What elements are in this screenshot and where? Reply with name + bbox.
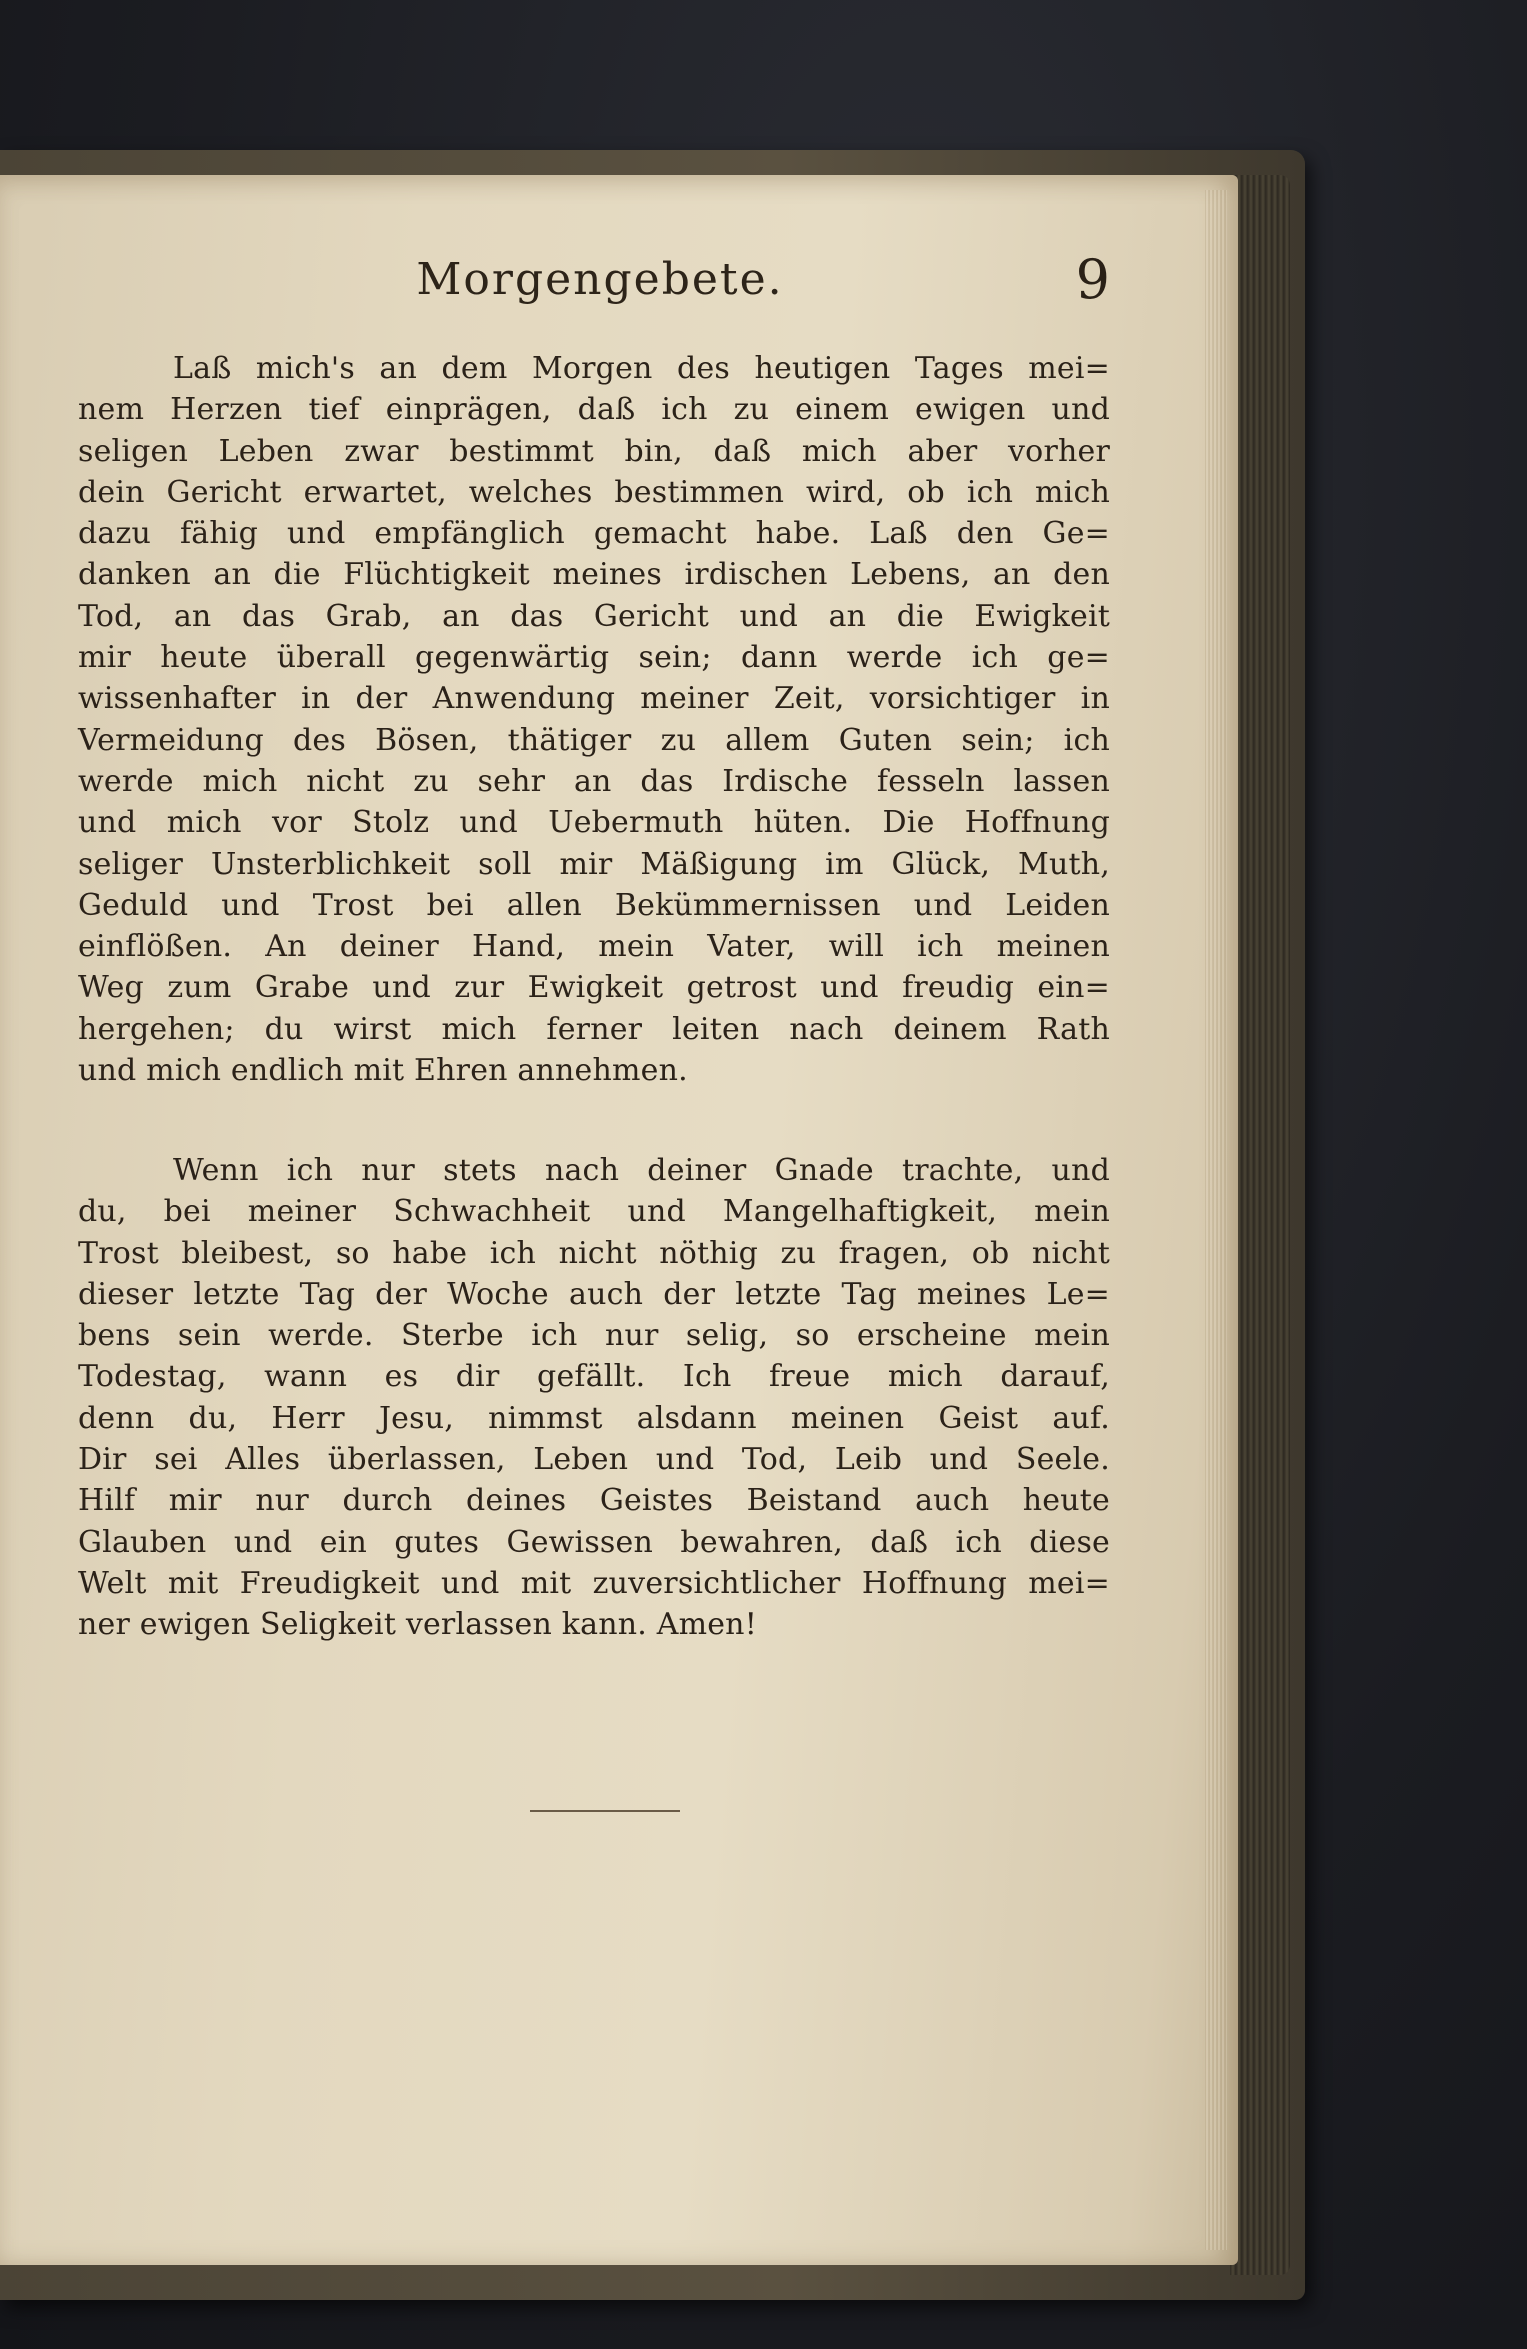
- text-line: seligen Leben zwar bestimmt bin, daß mich aber vorher: [78, 433, 1110, 469]
- paragraph-2: [78, 1150, 1110, 1646]
- text-line: Vermeidung des Bösen, thätiger zu allem Guten sein; ich: [78, 722, 1110, 758]
- running-head: Morgengebete.: [416, 254, 784, 305]
- text-line: mir heute überall gegenwärtig sein; dann werde ich ge=: [78, 640, 1110, 676]
- text-line: wissenhafter in der Anwendung meiner Zeit, vorsichtiger in: [78, 681, 1110, 717]
- page-header: [80, 248, 1120, 318]
- text-line: du, bei meiner Schwachheit und Mangelhaftigkeit, mein: [78, 1194, 1110, 1230]
- text-line: dazu fähig und empfänglich gemacht habe. Laß den Ge=: [78, 516, 1110, 552]
- text-line: werde mich nicht zu sehr an das Irdische fesseln lassen: [78, 763, 1110, 799]
- text-line: Laß mich's an dem Morgen des heutigen Tages mei=: [173, 351, 1110, 386]
- end-rule: [530, 1810, 680, 1812]
- text-line: denn du, Herr Jesu, nimmst alsdann meinen Geist auf.: [78, 1400, 1110, 1436]
- text-line: Welt mit Freudigkeit und mit zuversichtlicher Hoffnung mei=: [78, 1565, 1110, 1601]
- page-number: 9: [1075, 248, 1110, 311]
- paragraph-1: [78, 348, 1110, 1091]
- text-line: Geduld und Trost bei allen Bekümmernissen und Leiden: [78, 887, 1110, 923]
- page-edges: [1205, 190, 1227, 2250]
- text-line: nem Herzen tief einprägen, daß ich zu einem ewigen und: [78, 392, 1110, 428]
- text-line: seliger Unsterblichkeit soll mir Mäßigung im Glück, Muth,: [78, 846, 1110, 882]
- text-line: und mich vor Stolz und Uebermuth hüten. Die Hoffnung: [78, 805, 1110, 841]
- text-line: Weg zum Grabe und zur Ewigkeit getrost und freudig ein=: [78, 970, 1110, 1006]
- text-line: hergehen; du wirst mich ferner leiten nach deinem Rath: [78, 1011, 1110, 1047]
- text-line: bens sein werde. Sterbe ich nur selig, so erscheine mein: [78, 1318, 1110, 1354]
- text-line: danken an die Flüchtigkeit meines irdischen Lebens, an den: [78, 557, 1110, 593]
- book-spine-edge: [1230, 175, 1290, 2275]
- text-line: Dir sei Alles überlassen, Leben und Tod, Leib und Seele.: [78, 1442, 1110, 1478]
- text-line: einflößen. An deiner Hand, mein Vater, will ich meinen: [78, 929, 1110, 965]
- text-line: und mich endlich mit Ehren annehmen.: [78, 1053, 688, 1089]
- text-line: Todestag, wann es dir gefällt. Ich freue mich darauf,: [78, 1359, 1110, 1395]
- text-line: dieser letzte Tag der Woche auch der letzte Tag meines Le=: [78, 1276, 1110, 1312]
- text-line: Trost bleibest, so habe ich nicht nöthig zu fragen, ob nicht: [78, 1235, 1110, 1271]
- text-line: Tod, an das Grab, an das Gericht und an die Ewigkeit: [78, 598, 1110, 634]
- text-line: Hilf mir nur durch deines Geistes Beistand auch heute: [78, 1483, 1110, 1519]
- text-line: ner ewigen Seligkeit verlassen kann. Amen!: [78, 1607, 757, 1643]
- text-line: Wenn ich nur stets nach deiner Gnade trachte, und: [173, 1153, 1110, 1188]
- text-line: dein Gericht erwartet, welches bestimmen wird, ob ich mich: [78, 474, 1110, 510]
- text-line: Glauben und ein gutes Gewissen bewahren, daß ich diese: [78, 1524, 1110, 1560]
